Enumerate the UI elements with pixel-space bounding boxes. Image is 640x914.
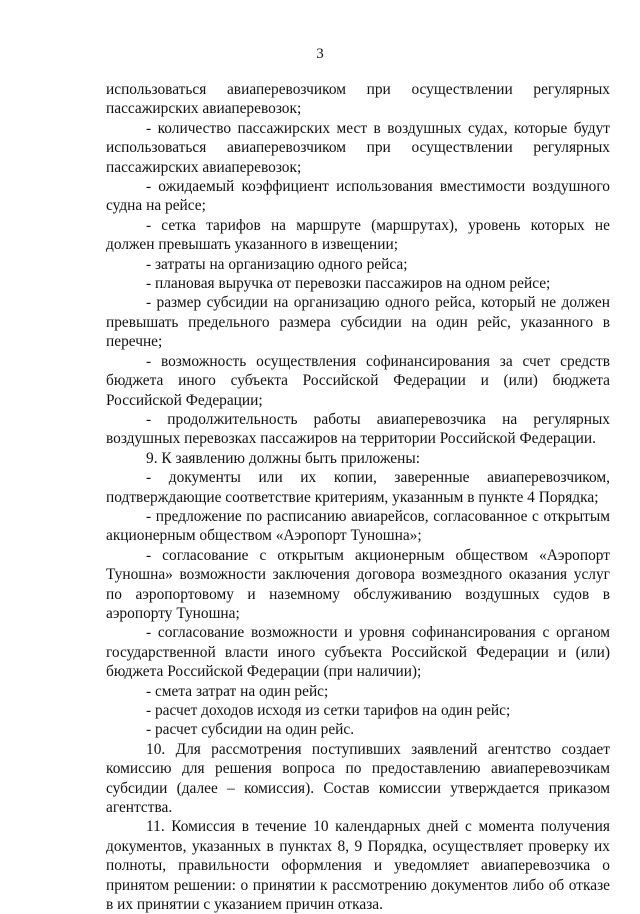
section-10-paragraph: 10. Для рассмотрения поступивших заявлений агентство создает комиссию для решения вопроса по предоставлению авиаперевозчикам субсидии (далее – комиссия). Состав комиссии утверждается приказом агентства. [106, 740, 610, 817]
page-number: 3 [316, 46, 324, 62]
list-item-criteria-documents: - документы или их копии, заверенные авиаперевозчиком, подтверждающие соответствие критериям, указанным в пункте 4 Порядка; [106, 469, 610, 506]
section-9-heading: 9. К заявлению должны быть приложены: [146, 449, 420, 467]
list-item-subsidy-amount: - размер субсидии на организацию одного рейса, который не должен превышать предельного размера субсидии на один рейс, указанного в перечне; [106, 294, 610, 351]
list-item-schedule-proposal: - предложение по расписанию авиарейсов, согласованное с открытым акционерным обществом «Аэропорт Туношна»; [106, 507, 610, 545]
list-item-operation-duration: - продолжительность работы авиаперевозчика на регулярных воздушных перевозках пассажиров на территории Российской Федерации. [106, 410, 610, 448]
list-item-load-factor: - ожидаемый коэффициент использования вместимости воздушного судна на рейсе; [106, 178, 610, 215]
list-item-flight-costs: - затраты на организацию одного рейса; [146, 255, 408, 273]
list-item-seat-count: - количество пассажирских мест в воздушных судах, которые будут использоваться авиаперевозчиком при осуществлении регулярных пассажирских авиаперевозок; [106, 119, 610, 176]
list-item-cost-estimate: - смета затрат на один рейс; [146, 682, 329, 700]
list-item-income-calculation: - расчет доходов исходя из сетки тарифов на один рейс; [146, 702, 511, 719]
list-item-tariff-grid: - сетка тарифов на маршруте (маршрутах), уровень которых не должен превышать указанного в извещении; [106, 216, 610, 254]
section-11-paragraph: 11. Комиссия в течение 10 календарных дней с момента получения документов, указанных в пунктах 8, 9 Порядка, осуществляет проверку их полноты, правильности оформления и уведомляет авиаперевозчика о принятом решении: о принятии к рассмотрению документов либо об отказе в их принятии с указанием причин отказа. [106, 818, 610, 914]
list-item-planned-revenue: - плановая выручка от перевозки пассажиров на одном рейсе; [146, 275, 551, 293]
paragraph-continuation: использоваться авиаперевозчиком при осуществлении регулярных пассажирских авиаперевозок; [106, 81, 610, 118]
document-body [106, 80, 610, 914]
list-item-cofinancing-agreement: - согласование возможности и уровня софинансирования с органом государственной власти иного субъекта Российской Федерации и (или) бюджета Российской Федерации (при наличии); [106, 624, 610, 681]
list-item-airport-agreement: - согласование с открытым акционерным обществом «Аэропорт Туношна» возможности заключения договора возмездного оказания услуг по аэропортовому и наземному обслуживанию воздушных судов в аэропорту Туношна; [106, 546, 610, 622]
list-item-cofinancing: - возможность осуществления софинансирования за счет средств бюджета иного субъекта Российской Федерации и (или) бюджета Российской Федерации; [106, 352, 610, 409]
list-item-subsidy-calculation: - расчет субсидии на один рейс. [146, 721, 355, 739]
